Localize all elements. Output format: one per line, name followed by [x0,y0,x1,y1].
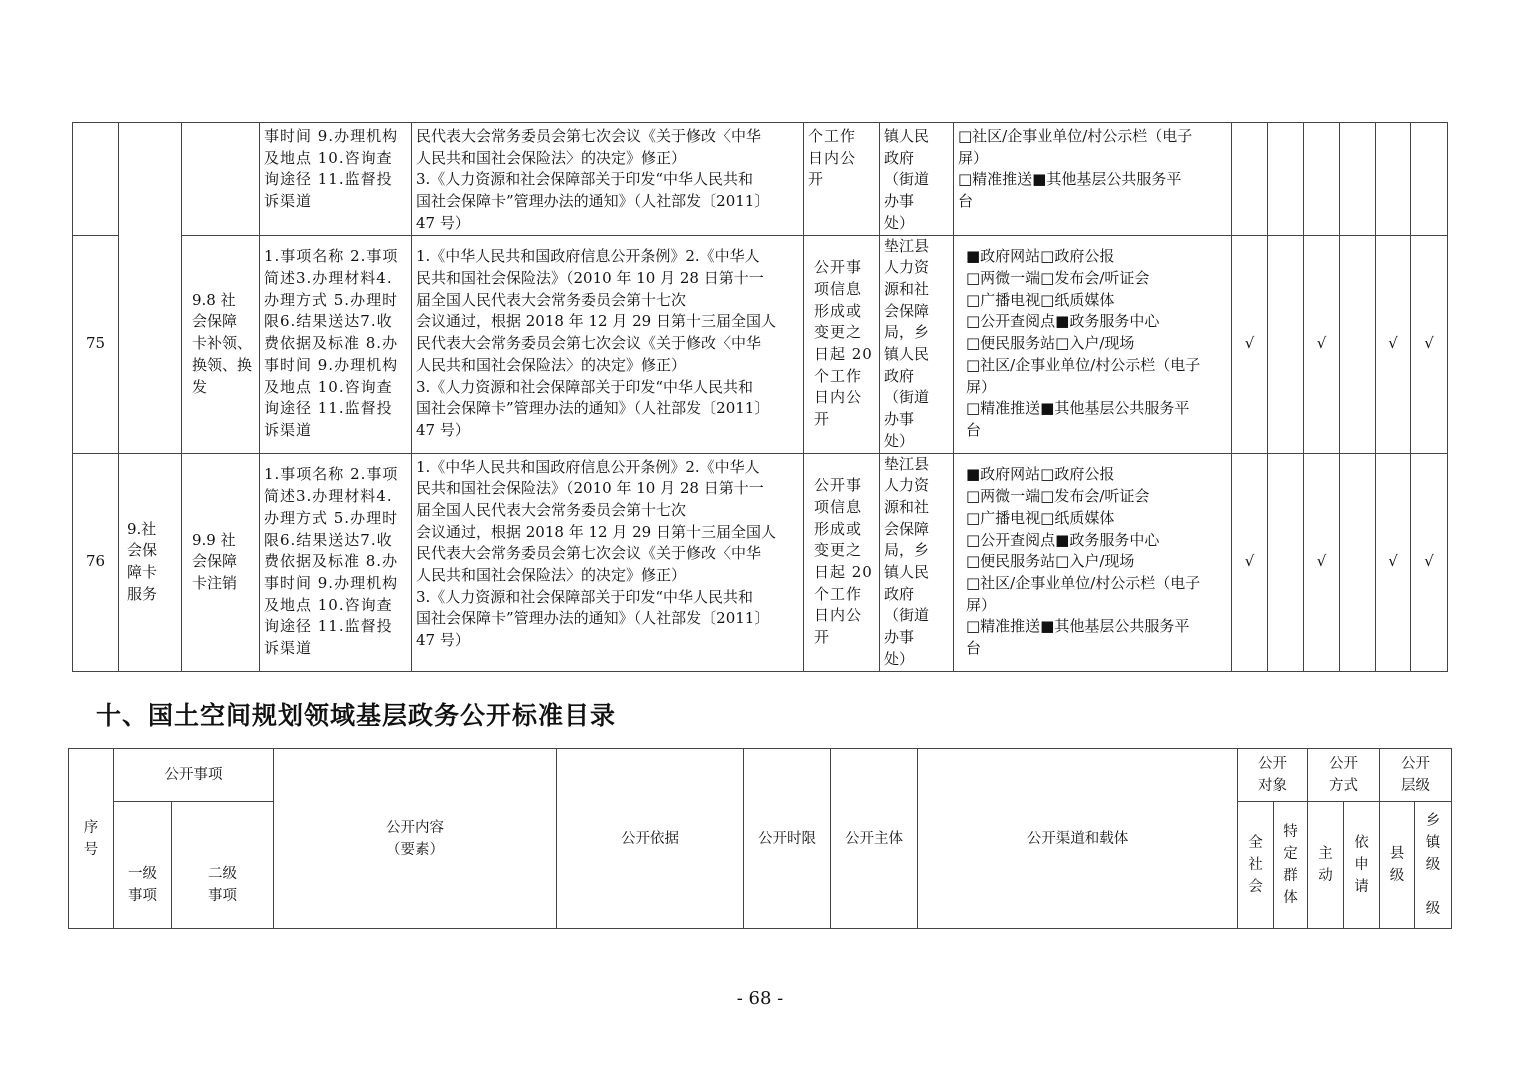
text-line: 1.事项名称 2.事项 [264,465,399,484]
text-line: 障卡 [127,563,158,582]
header-township [1415,802,1452,929]
text-line: 人力资 [884,476,930,495]
header-method [1308,749,1380,802]
text-line: 处） [884,431,915,450]
header-basis: 公开依据 [557,749,744,929]
text-line: ■政府网站□政府公报 [966,247,1115,266]
text-line: 会 [1248,879,1263,895]
basis-cell [412,123,804,236]
text-line: 人民共和国社会保险法〉的决定》修正） [416,566,687,585]
check-active [1304,123,1340,236]
text-line: 依 [1354,835,1369,851]
text-line: 日起 20 [814,563,873,582]
text-line: 屏） [958,148,989,167]
text-line: 政府 [884,366,915,385]
text-line: 民代表大会常务委员会第七次会议《关于修改〈中华 [416,334,762,353]
table-row [73,123,1448,236]
time-limit-cell [804,453,880,671]
text-line: 垫江县 [884,236,930,255]
text-line: 变更之 [814,323,863,342]
text-line: 限6.结果送达7.收 [264,312,393,331]
header-all-society [1238,802,1274,929]
level2-cell [182,453,260,671]
check-township [1411,123,1448,236]
text-line: 民共和国社会保险法》（2010 年 10 月 28 日第十一 [416,269,764,288]
content-cell [260,235,412,453]
text-line: 层级 [1401,778,1430,794]
header-county [1380,802,1415,929]
table-row [73,453,1448,671]
text-line: 办事 [884,192,915,211]
content-cell [260,453,412,671]
text-line: 台 [958,192,974,211]
subject-cell [880,123,954,236]
text-line: 9.9 社 [192,530,236,549]
text-line: 处） [884,213,915,232]
text-line: 级 [1425,857,1441,873]
subject-cell [880,235,954,453]
text-line: 事时间 9.办理机构 [264,573,399,592]
text-line: 及地点 10.咨询查 [264,377,393,396]
text-line: 及地点 10.咨询查 [264,148,393,167]
text-line: 镇人民 [884,563,930,582]
content-cell [260,123,412,236]
text-line: 公开 [1401,756,1430,772]
header-on-request [1344,802,1380,929]
text-line: 会保障 [192,552,238,571]
check-township: √ [1411,235,1448,453]
text-line: 国社会保障卡”管理办法的通知》（人社部发〔2011〕 [416,609,770,628]
check-on-request [1340,453,1376,671]
text-line: 屏） [966,377,997,396]
text-line: 特 [1283,824,1298,840]
text-line: 3.《人力资源和社会保障部关于印发“中华人民共和 [416,377,753,396]
text-line: 项信息 [814,497,863,516]
text-line: 47 号） [416,213,470,232]
level1-cell [119,123,182,454]
text-line: 民代表大会常务委员会第七次会议《关于修改〈中华 [416,544,762,563]
text-line: 询途径 11.监督投 [264,399,393,418]
text-line: 开 [814,410,831,429]
header-level2 [172,802,274,929]
check-all-society: √ [1232,453,1268,671]
text-line: 对象 [1258,778,1287,794]
text-line: □公开查阅点■政务服务中心 [966,530,1160,549]
check-all-society: √ [1232,235,1268,453]
text-line: 47 号） [416,420,470,439]
level2-cell [182,235,260,453]
text-line: 会保障 [884,301,930,320]
check-county [1376,123,1411,236]
text-line: 询途径 11.监督投 [264,170,393,189]
text-line: 全 [1248,835,1263,851]
text-line: □精准推送■其他基层公共服务平 [966,617,1190,636]
text-line: 主 [1318,846,1333,862]
text-line: 9.社 [127,519,157,538]
check-township: √ [1411,453,1448,671]
text-line: □广播电视□纸质媒体 [966,508,1115,527]
text-line: 会保障 [192,312,238,331]
text-line: 事时间 9.办理机构 [264,127,399,145]
header-time-limit: 公开时限 [744,749,831,929]
text-line: 人力资 [884,258,930,277]
text-line: □便民服务站□入户/现场 [966,552,1135,571]
text-line: 费依据及标准 8.办 [264,334,399,353]
text-line: 体 [1283,890,1298,906]
text-line: □精准推送■其他基层公共服务平 [958,170,1182,189]
text-line: 3.《人力资源和社会保障部关于印发“中华人民共和 [416,170,753,189]
text-line: 服务 [127,584,158,603]
check-on-request [1340,123,1376,236]
text-line: 人民共和国社会保险法〉的决定》修正） [416,148,687,167]
text-line: 申 [1354,857,1369,873]
text-line: 级 [1425,901,1441,917]
text-line [1415,876,1451,898]
text-line: 1.《中华人民共和国政府信息公开条例》2.《中华人 [416,247,760,266]
text-line: 开 [808,170,825,189]
text-line: 1.事项名称 2.事项 [264,247,399,266]
text-line: □两微一端□发布会/听证会 [966,487,1150,506]
text-line: 政府 [884,584,915,603]
channels-cell [954,123,1232,236]
level2-cell [182,123,260,236]
header-active [1308,802,1344,929]
text-line: 方式 [1329,778,1358,794]
text-line: 公开事 [814,258,863,277]
check-specific-group [1268,123,1304,236]
text-line: 处） [884,649,915,668]
text-line: 公开 [1329,756,1358,772]
section-title: 十、国土空间规划领域基层政务公开标准目录 [96,701,617,730]
text-line: □广播电视□纸质媒体 [966,290,1115,309]
text-line: 请 [1354,879,1369,895]
text-line: 事项 [208,888,237,904]
text-line: 社 [1248,857,1263,873]
text-line: 形成或 [814,301,863,320]
text-line: 公开事 [814,476,863,495]
text-line: （街道 [884,606,930,625]
text-line: （街道 [884,388,930,407]
page-number: - 68 - [736,988,784,1009]
text-line: 简述3.办理材料4. [264,269,393,288]
text-line: □社区/企事业单位/村公示栏（电子 [966,573,1201,592]
text-line: 届全国人民代表大会常务委员会第十七次 [416,500,687,519]
text-line: 限6.结果送达7.收 [264,530,393,549]
text-line: □便民服务站□入户/现场 [966,334,1135,353]
text-line: 序 [83,819,99,836]
text-line: 镇 [1425,835,1441,851]
text-line: 民代表大会常务委员会第七次会议《关于修改〈中华 [416,127,762,145]
table-row [73,235,1448,453]
text-line: 政府 [884,148,915,167]
time-limit-cell [804,235,880,453]
check-county: √ [1376,453,1411,671]
text-line: 届全国人民代表大会常务委员会第十七次 [416,290,687,309]
text-line: 事时间 9.办理机构 [264,355,399,374]
text-line: 源和社 [884,497,930,516]
header-level [1380,749,1452,802]
text-line: 开 [814,628,831,647]
text-line: 国社会保障卡”管理办法的通知》（人社部发〔2011〕 [416,192,770,211]
text-line: 台 [966,639,982,658]
channels-cell [954,453,1232,671]
check-active: √ [1304,235,1340,453]
subject-cell [880,453,954,671]
text-line: □两微一端□发布会/听证会 [966,269,1150,288]
text-line: 变更之 [814,541,863,560]
text-line: 9.8 社 [192,290,236,309]
text-line: □公开查阅点■政务服务中心 [966,312,1160,331]
text-line: 公开 [1258,756,1287,772]
seq-cell: 76 [73,453,119,671]
time-limit-cell [804,123,880,236]
header-level1 [114,802,172,929]
text-line: 日内公 [814,388,863,407]
text-line: 日内公 [808,148,857,167]
check-county: √ [1376,235,1411,453]
text-line: 日内公 [814,606,863,625]
text-line: 垫江县 [884,454,930,473]
text-line: 事项 [128,888,157,904]
header-content [274,749,557,929]
text-line: □社区/企事业单位/村公示栏（电子 [958,127,1193,145]
header-table [68,748,1452,929]
text-line: 办事 [884,628,915,647]
check-specific-group [1268,235,1304,453]
text-line: 日起 20 [814,345,873,364]
text-line: 二级 [208,866,237,882]
text-line: 台 [966,420,982,439]
text-line: 个工作 [814,584,863,603]
text-line: 乡 [1425,813,1441,829]
text-line: 换领、换 [192,355,253,374]
text-line: 47 号） [416,631,470,650]
header-subject: 公开主体 [831,749,918,929]
text-line: 办理方式 5.办理时 [264,508,399,527]
header-target [1238,749,1308,802]
text-line: 项信息 [814,279,863,298]
text-line: 会保 [127,541,158,560]
seq-cell: 75 [73,235,119,453]
check-active: √ [1304,453,1340,671]
text-line: 局，乡 [884,541,930,560]
text-line: 级 [1389,868,1405,884]
text-line: 卡补领、 [192,334,253,353]
text-line: 办理方式 5.办理时 [264,290,399,309]
text-line: 镇人民 [884,127,930,145]
header-items: 公开事项 [114,749,274,802]
text-line: 局，乡 [884,323,930,342]
channels-cell [954,235,1232,453]
text-line: 镇人民 [884,345,930,364]
text-line: 动 [1318,868,1333,884]
text-line: 个工作 [814,366,863,385]
text-line: 形成或 [814,519,863,538]
text-line: □精准推送■其他基层公共服务平 [966,399,1190,418]
text-line: （要素） [386,841,444,858]
basis-cell [412,235,804,453]
header-channels: 公开渠道和载体 [918,749,1238,929]
text-line: 会议通过，根据 2018 年 12 月 29 日第十三届全国人 [416,522,776,541]
text-line: 办事 [884,410,915,429]
text-line: 个工作 [808,127,857,145]
text-line: 发 [192,377,208,396]
basis-cell [412,453,804,671]
service-table [72,122,1448,672]
text-line: 1.《中华人民共和国政府信息公开条例》2.《中华人 [416,457,760,476]
text-line: 会议通过，根据 2018 年 12 月 29 日第十三届全国人 [416,312,776,331]
text-line: 号 [83,841,99,858]
text-line: 诉渠道 [264,420,313,439]
text-line: 国社会保障卡”管理办法的通知》（人社部发〔2011〕 [416,399,770,418]
text-line: 人民共和国社会保险法〉的决定》修正） [416,355,687,374]
text-line: 诉渠道 [264,192,313,211]
text-line: □社区/企事业单位/村公示栏（电子 [966,355,1201,374]
text-line: 一级 [128,866,157,882]
text-line: 询途径 11.监督投 [264,617,393,636]
text-line: 卡注销 [192,573,238,592]
text-line: 民共和国社会保险法》（2010 年 10 月 28 日第十一 [416,479,764,498]
seq-cell [73,123,119,236]
text-line: 会保障 [884,519,930,538]
check-all-society [1232,123,1268,236]
text-line: 及地点 10.咨询查 [264,595,393,614]
text-line: 定 [1283,846,1298,862]
text-line: 公开内容 [386,819,444,836]
text-line: 县 [1389,846,1405,862]
text-line: 源和社 [884,279,930,298]
level1-cell [119,453,182,671]
text-line: 群 [1283,868,1298,884]
text-line: （街道 [884,170,930,189]
text-line: ■政府网站□政府公报 [966,465,1115,484]
header-specific-group [1274,802,1308,929]
text-line: 3.《人力资源和社会保障部关于印发“中华人民共和 [416,587,753,606]
text-line: 费依据及标准 8.办 [264,552,399,571]
text-line: 简述3.办理材料4. [264,487,393,506]
check-specific-group [1268,453,1304,671]
text-line: 诉渠道 [264,639,313,658]
text-line: 屏） [966,595,997,614]
header-seq [69,749,114,929]
check-on-request [1340,235,1376,453]
